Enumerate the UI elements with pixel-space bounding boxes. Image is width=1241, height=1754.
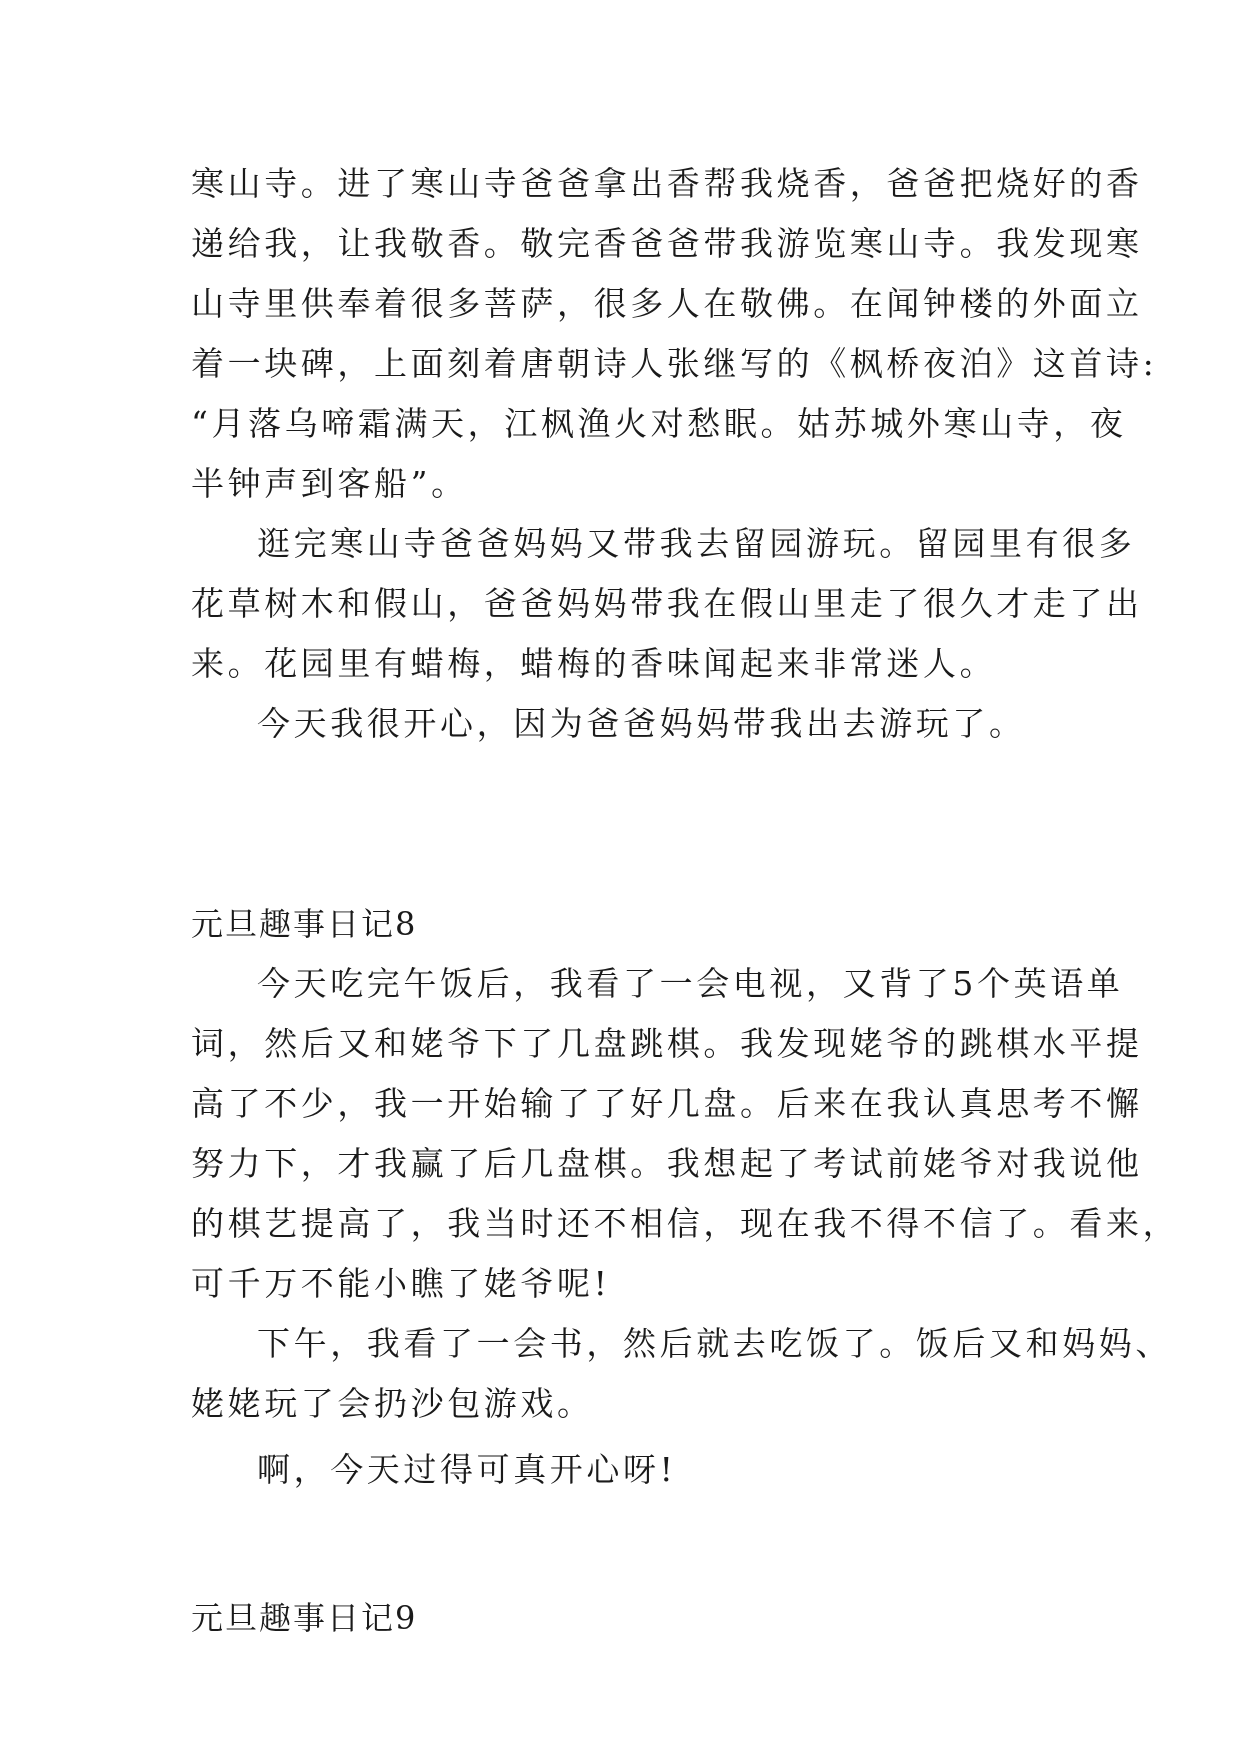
text-line: 下午，我看了一会书，然后就去吃饭了。饭后又和妈妈、 — [257, 1324, 1172, 1363]
paragraph — [191, 954, 1180, 1314]
text-line: 逛完寒山寺爸爸妈妈又带我去留园游玩。留园里有很多 — [257, 524, 1136, 563]
text-line: 半钟声到客船”。 — [191, 464, 468, 503]
text-line: “月落乌啼霜满天，江枫渔火对愁眠。姑苏城外寒山寺，夜 — [191, 404, 1127, 443]
text-line: 今天我很开心，因为爸爸妈妈带我出去游玩了。 — [257, 704, 1026, 743]
text-line: 花草树木和假山，爸爸妈妈带我在假山里走了很久才走了出 — [191, 584, 1143, 623]
text-line: 词，然后又和姥爷下了几盘跳棋。我发现姥爷的跳棋水平提 — [191, 1024, 1143, 1063]
text-line: 可千万不能小瞧了姥爷呢! — [191, 1264, 611, 1303]
paragraph — [191, 154, 1158, 514]
paragraph — [191, 1314, 1172, 1434]
text-line: 姥姥玩了会扔沙包游戏。 — [191, 1384, 594, 1423]
text-line: 递给我，让我敬香。敬完香爸爸带我游览寒山寺。我发现寒 — [191, 224, 1143, 263]
text-line: 着一块碑，上面刻着唐朝诗人张继写的《枫桥夜泊》这首诗: — [191, 344, 1158, 383]
paragraph — [191, 514, 1143, 694]
section-heading: 元旦趣事日记8 — [191, 905, 418, 943]
text-line: 今天吃完午饭后，我看了一会电视，又背了5个英语单 — [257, 964, 1124, 1003]
text-line: 高了不少，我一开始输了了好几盘。后来在我认真思考不懈 — [191, 1084, 1143, 1123]
paragraph — [191, 694, 1053, 754]
text-line: 来。花园里有蜡梅，蜡梅的香味闻起来非常迷人。 — [191, 644, 997, 683]
paragraph — [191, 1440, 1053, 1500]
text-line: 的棋艺提高了，我当时还不相信，现在我不得不信了。看来， — [191, 1204, 1180, 1243]
document-body — [191, 154, 1180, 1648]
text-line: 啊，今天过得可真开心呀! — [257, 1450, 677, 1489]
text-line: 努力下，才我赢了后几盘棋。我想起了考试前姥爷对我说他 — [191, 1144, 1143, 1183]
text-line: 山寺里供奉着很多菩萨，很多人在敬佛。在闻钟楼的外面立 — [191, 284, 1143, 323]
text-line: 寒山寺。进了寒山寺爸爸拿出香帮我烧香，爸爸把烧好的香 — [191, 164, 1143, 203]
section-heading: 元旦趣事日记9 — [191, 1599, 418, 1637]
